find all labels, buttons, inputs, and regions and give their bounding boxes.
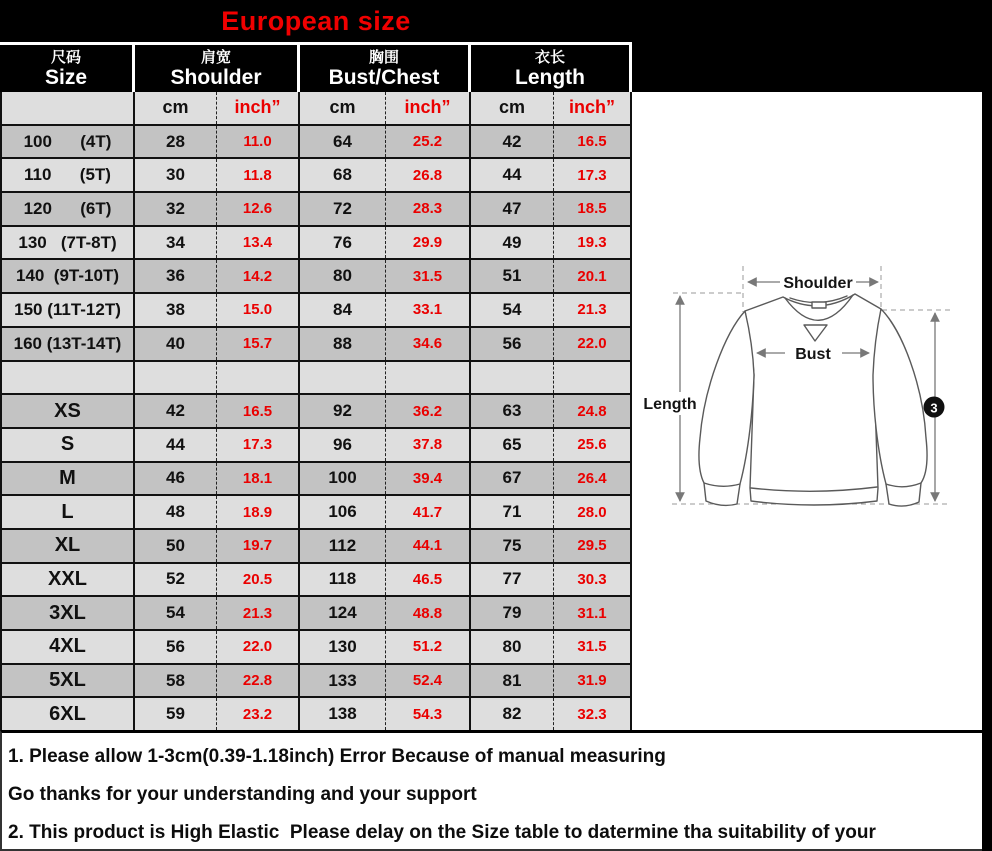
- table-row: [2, 530, 630, 564]
- shoulder-inch-cell: 13.4: [217, 227, 300, 259]
- sweater-outline: [699, 294, 927, 506]
- size-table-body: [0, 92, 632, 730]
- header-shoulder-zh: 肩宽: [200, 48, 231, 66]
- shoulder-cm-cell: 54: [135, 597, 217, 629]
- size-cell: 130 (7T-8T): [2, 227, 135, 259]
- header-length: [471, 45, 632, 92]
- bust-inch-cell: 26.8: [386, 159, 471, 191]
- sweater-diagram: [632, 92, 982, 730]
- shoulder-inch-cell: 19.7: [217, 530, 300, 562]
- length-inch-cell: 21.3: [577, 301, 607, 319]
- size-cell: 5XL: [2, 665, 135, 697]
- bust-inch-cell: 52.4: [386, 665, 471, 697]
- size-cell: XS: [2, 395, 135, 427]
- bust-cm-cell: 106: [300, 496, 386, 528]
- shoulder-inch-cell: 20.5: [217, 564, 300, 596]
- bust-inch-cell: 54.3: [386, 698, 471, 730]
- length-inch-cell: 16.5: [577, 133, 607, 151]
- shoulder-inch-cell: 15.0: [217, 294, 300, 326]
- length-inch-cell: 19.3: [577, 234, 607, 252]
- shoulder-cm-cell: 34: [135, 227, 217, 259]
- length-cm-cell: 67: [471, 463, 554, 495]
- shoulder-cm-cell: 58: [135, 665, 217, 697]
- header-bust-zh: 胸围: [368, 48, 399, 66]
- shoulder-cm-cell: 46: [135, 463, 217, 495]
- length-cm-cell: 54: [471, 294, 554, 326]
- bust-inch-cell: 37.8: [386, 429, 471, 461]
- shoulder-cm-cell: cm: [135, 92, 217, 124]
- bust-cm-cell: 138: [300, 698, 386, 730]
- bust-cm-cell: 100: [300, 463, 386, 495]
- bust-inch-cell: 36.2: [386, 395, 471, 427]
- collar-label-tag: [812, 302, 826, 308]
- table-row: [2, 395, 630, 429]
- shoulder-inch-cell: inch”: [217, 92, 300, 124]
- size-cell: [2, 362, 135, 394]
- length-inch-cell: [554, 362, 630, 394]
- table-row: [2, 328, 630, 362]
- bust-cm-cell: 88: [300, 328, 386, 360]
- bust-label: Bust: [795, 346, 831, 363]
- shoulder-inch-cell: 22.8: [217, 665, 300, 697]
- length-cm-cell: 42: [471, 126, 554, 158]
- size-cell: L: [2, 496, 135, 528]
- table-row: [2, 631, 630, 665]
- size-cell: XXL: [2, 564, 135, 596]
- bust-cm-cell: 96: [300, 429, 386, 461]
- shoulder-inch-cell: 18.1: [217, 463, 300, 495]
- length-cm-cell: 49: [471, 227, 554, 259]
- header-size-zh: 尺码: [50, 48, 81, 66]
- table-row: [2, 597, 630, 631]
- table-row: [2, 92, 630, 126]
- shoulder-inch-cell: 22.0: [217, 631, 300, 663]
- shoulder-inch-cell: 11.0: [217, 126, 300, 158]
- shoulder-cm-cell: 32: [135, 193, 217, 225]
- shoulder-cm-cell: 28: [135, 126, 217, 158]
- shoulder-cm-cell: 52: [135, 564, 217, 596]
- shoulder-inch-cell: 16.5: [217, 395, 300, 427]
- length-cm-cell: 81: [471, 665, 554, 697]
- shoulder-cm-cell: 36: [135, 260, 217, 292]
- shoulder-inch-cell: [217, 362, 300, 394]
- bust-inch-cell: 29.9: [386, 227, 471, 259]
- bust-cm-cell: 64: [300, 126, 386, 158]
- size-cell: 140 (9T-10T): [2, 260, 135, 292]
- notes-section: [0, 730, 992, 851]
- length-cm-cell: 80: [471, 631, 554, 663]
- length-inch-cell: 31.5: [577, 638, 607, 656]
- header-bust: [300, 45, 471, 92]
- note-line: Go thanks for your understanding and your support: [8, 784, 477, 805]
- table-row: [2, 193, 630, 227]
- length-cm-cell: 63: [471, 395, 554, 427]
- bust-cm-cell: 72: [300, 193, 386, 225]
- header-bust-en: Bust/Chest: [328, 65, 440, 89]
- length-inch-cell: 32.3: [577, 705, 607, 723]
- shoulder-inch-cell: 12.6: [217, 193, 300, 225]
- table-row: [2, 159, 630, 193]
- shoulder-cm-cell: 50: [135, 530, 217, 562]
- header-shoulder: [135, 45, 300, 92]
- table-row: [2, 463, 630, 497]
- length-cm-cell: 71: [471, 496, 554, 528]
- table-row: [2, 564, 630, 598]
- size-cell: 3XL: [2, 597, 135, 629]
- length-cm-cell: 77: [471, 564, 554, 596]
- bust-cm-cell: 133: [300, 665, 386, 697]
- length-inch-cell: 18.5: [577, 200, 607, 218]
- bust-inch-cell: 28.3: [386, 193, 471, 225]
- length-inch-cell: 20.1: [577, 267, 607, 285]
- size-cell: 120 (6T): [2, 193, 135, 225]
- bust-inch-cell: [386, 362, 471, 394]
- bust-inch-cell: 46.5: [386, 564, 471, 596]
- size-cell: [2, 92, 135, 124]
- length-cm-cell: 47: [471, 193, 554, 225]
- length-cm-cell: 51: [471, 260, 554, 292]
- header-size-en: Size: [44, 65, 88, 89]
- shoulder-cm-cell: 40: [135, 328, 217, 360]
- shoulder-inch-cell: 17.3: [217, 429, 300, 461]
- shoulder-cm-cell: 38: [135, 294, 217, 326]
- bust-inch-cell: inch”: [386, 92, 471, 124]
- size-cell: 4XL: [2, 631, 135, 663]
- length-cm-cell: 79: [471, 597, 554, 629]
- length-cm-cell: 56: [471, 328, 554, 360]
- table-row: [2, 698, 630, 730]
- size-cell: M: [2, 463, 135, 495]
- length-cm-cell: cm: [471, 92, 554, 124]
- bust-cm-cell: 76: [300, 227, 386, 259]
- bust-inch-cell: 39.4: [386, 463, 471, 495]
- shoulder-inch-cell: 21.3: [217, 597, 300, 629]
- size-cell: 100 (4T): [2, 126, 135, 158]
- table-row: [2, 294, 630, 328]
- table-row: [2, 496, 630, 530]
- shoulder-cm-cell: 56: [135, 631, 217, 663]
- bust-inch-cell: 41.7: [386, 496, 471, 528]
- table-row: [2, 260, 630, 294]
- note-line: 1. Please allow 1-3cm(0.39-1.18inch) Error Because of manual measuring: [8, 746, 666, 767]
- shoulder-cm-cell: 48: [135, 496, 217, 528]
- bust-inch-cell: 33.1: [386, 294, 471, 326]
- right-edge-bar: [982, 0, 992, 851]
- shoulder-inch-cell: 23.2: [217, 698, 300, 730]
- shoulder-cm-cell: 42: [135, 395, 217, 427]
- length-cm-cell: [471, 362, 554, 394]
- shoulder-cm-cell: [135, 362, 217, 394]
- bust-inch-cell: 51.2: [386, 631, 471, 663]
- shoulder-label: Shoulder: [783, 275, 853, 292]
- length-inch-cell: 31.1: [577, 604, 607, 622]
- size-cell: S: [2, 429, 135, 461]
- length-inch-cell: 31.9: [577, 672, 607, 690]
- bust-cm-cell: 112: [300, 530, 386, 562]
- bust-cm-cell: 124: [300, 597, 386, 629]
- bust-cm-cell: [300, 362, 386, 394]
- length-inch-cell: 29.5: [577, 537, 607, 555]
- length-inch-cell: 17.3: [577, 166, 607, 184]
- shoulder-cm-cell: 30: [135, 159, 217, 191]
- table-row: [2, 665, 630, 699]
- badge-number: 3: [930, 400, 938, 416]
- header-black-filler: [632, 0, 982, 92]
- bust-cm-cell: cm: [300, 92, 386, 124]
- length-inch-cell: 24.8: [577, 402, 607, 420]
- note-line: 2. This product is High Elastic Please delay on the Size table to datermine tha suitability of your: [8, 822, 876, 843]
- size-cell: 160 (13T-14T): [2, 328, 135, 360]
- size-cell: 150 (11T-12T): [2, 294, 135, 326]
- shoulder-cm-cell: 59: [135, 698, 217, 730]
- size-cell: 6XL: [2, 698, 135, 730]
- length-inch-cell: 30.3: [577, 570, 607, 588]
- page-title: European size: [221, 5, 411, 36]
- header-length-zh: 衣长: [534, 48, 565, 66]
- length-inch-cell: 22.0: [577, 335, 607, 353]
- bust-inch-cell: 34.6: [386, 328, 471, 360]
- bust-cm-cell: 68: [300, 159, 386, 191]
- length-cm-cell: 65: [471, 429, 554, 461]
- size-cell: 110 (5T): [2, 159, 135, 191]
- bust-inch-cell: 48.8: [386, 597, 471, 629]
- length-cm-cell: 75: [471, 530, 554, 562]
- shoulder-inch-cell: 11.8: [217, 159, 300, 191]
- size-table-header: [0, 42, 632, 92]
- bust-cm-cell: 84: [300, 294, 386, 326]
- bust-inch-cell: 25.2: [386, 126, 471, 158]
- bust-inch-cell: 31.5: [386, 260, 471, 292]
- table-row: [2, 429, 630, 463]
- length-label: Length: [643, 396, 697, 413]
- size-cell: XL: [2, 530, 135, 562]
- length-inch-cell: inch”: [568, 97, 615, 118]
- table-row: [2, 227, 630, 261]
- header-length-en: Length: [515, 65, 585, 89]
- header-size: [0, 45, 135, 92]
- sweater-illustration: [632, 92, 982, 730]
- bust-inch-cell: 44.1: [386, 530, 471, 562]
- bust-cm-cell: 118: [300, 564, 386, 596]
- header-shoulder-en: Shoulder: [170, 65, 262, 89]
- length-inch-cell: 26.4: [577, 469, 607, 487]
- length-inch-cell: 25.6: [577, 436, 607, 454]
- bust-cm-cell: 92: [300, 395, 386, 427]
- shoulder-cm-cell: 44: [135, 429, 217, 461]
- length-cm-cell: 44: [471, 159, 554, 191]
- bust-cm-cell: 130: [300, 631, 386, 663]
- length-cm-cell: 82: [471, 698, 554, 730]
- shoulder-inch-cell: 15.7: [217, 328, 300, 360]
- shoulder-inch-cell: 14.2: [217, 260, 300, 292]
- table-row: [2, 126, 630, 160]
- table-row: [2, 362, 630, 396]
- length-inch-cell: 28.0: [577, 503, 607, 521]
- bust-cm-cell: 80: [300, 260, 386, 292]
- shoulder-inch-cell: 18.9: [217, 496, 300, 528]
- size-table: [0, 42, 632, 730]
